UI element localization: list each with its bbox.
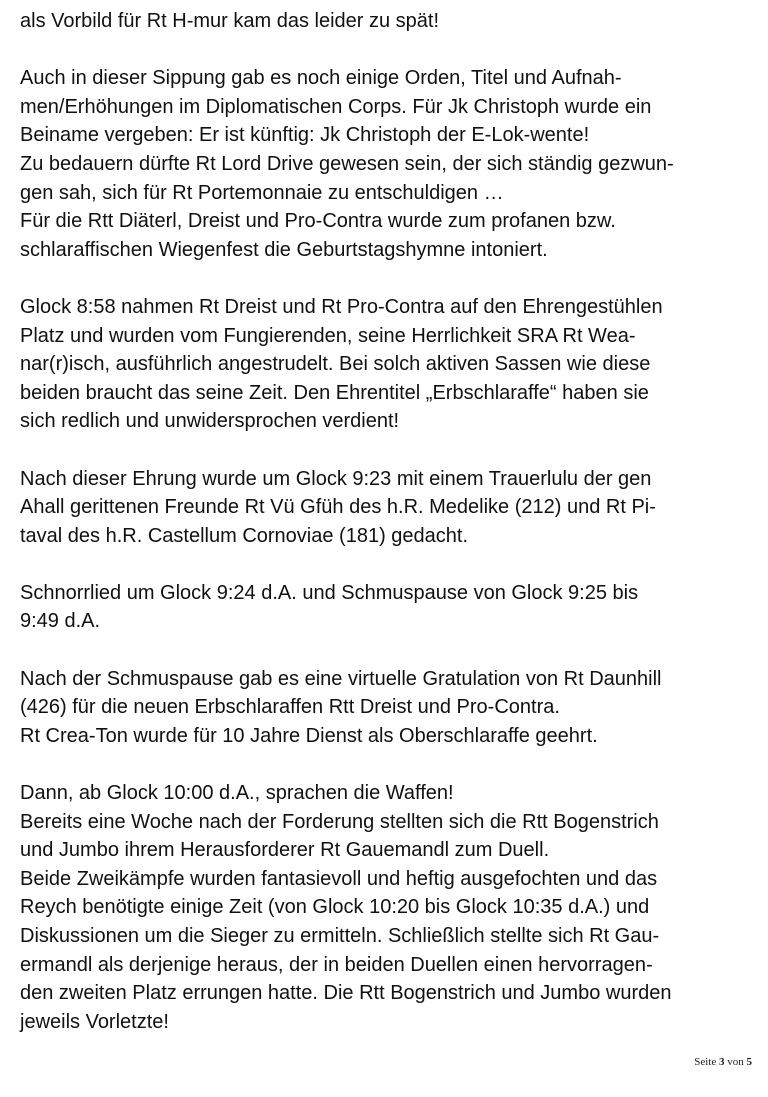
text-line: 9:49 d.A. — [20, 610, 101, 633]
paragraph — [20, 779, 755, 1036]
paragraph — [20, 64, 755, 264]
text-line: Zu bedauern dürfte Rt Lord Drive gewesen sein, der sich ständig gezwun- — [20, 152, 674, 175]
paragraph — [20, 579, 755, 636]
text-line: Bereits eine Woche nach der Forderung stellten sich die Rtt Bogenstrich — [20, 810, 659, 833]
text-line: Nach dieser Ehrung wurde um Glock 9:23 mit einem Trauerlulu der gen — [20, 467, 652, 490]
paragraph — [20, 293, 755, 436]
text-line: und Jumbo ihrem Herausforderer Rt Gauemandl zum Duell. — [20, 839, 550, 862]
paragraph — [20, 465, 755, 551]
text-line: gen sah, sich für Rt Portemonnaie zu entschuldigen … — [20, 181, 504, 204]
document-body — [20, 7, 755, 1065]
text-line: Beiname vergeben: Er ist künftig: Jk Christoph der E-Lok-wente! — [20, 124, 590, 147]
page-label: Seite — [694, 1056, 717, 1068]
text-line: als Vorbild für Rt H-mur kam das leider zu spät! — [20, 10, 440, 32]
paragraph — [20, 7, 755, 36]
text-line: taval des h.R. Castellum Cornoviae (181) gedacht. — [20, 524, 469, 547]
text-line: jeweils Vorletzte! — [20, 1010, 169, 1033]
text-line: men/Erhöhungen im Diplomatischen Corps. Für Jk Christoph wurde ein — [20, 95, 652, 118]
text-line: Nach der Schmuspause gab es eine virtuelle Gratulation von Rt Daunhill — [20, 667, 662, 690]
text-line: den zweiten Platz errungen hatte. Die Rtt Bogenstrich und Jumbo wurden — [20, 982, 672, 1005]
text-line: Für die Rtt Diäterl, Dreist und Pro-Contra wurde zum profanen bzw. — [20, 210, 616, 233]
text-line: Dann, ab Glock 10:00 d.A., sprachen die Waffen! — [20, 782, 454, 805]
text-line: Schnorrlied um Glock 9:24 d.A. und Schmuspause von Glock 9:25 bis — [20, 581, 639, 604]
text-line: Rt Crea-Ton wurde für 10 Jahre Dienst als Oberschlaraffe geehrt. — [20, 724, 598, 747]
total-page-count: 5 — [746, 1056, 752, 1068]
page-separator: von — [727, 1056, 744, 1068]
text-line: beiden braucht das seine Zeit. Den Ehrentitel „Erbschlaraffe“ haben sie — [20, 381, 649, 404]
text-line: Platz und wurden vom Fungierenden, seine Herrlichkeit SRA Rt Wea- — [20, 324, 636, 347]
paragraph — [20, 665, 755, 751]
text-line: sich redlich und unwidersprochen verdient! — [20, 410, 400, 433]
text-line: Ahall gerittenen Freunde Rt Vü Gfüh des h.R. Medelike (212) und Rt Pi- — [20, 496, 656, 519]
text-line: Glock 8:58 nahmen Rt Dreist und Rt Pro-Contra auf den Ehrengestühlen — [20, 295, 663, 318]
current-page-number: 3 — [719, 1056, 725, 1068]
text-line: ermandl als derjenige heraus, der in beiden Duellen einen hervorragen- — [20, 953, 653, 976]
text-line: (426) für die neuen Erbschlaraffen Rtt Dreist und Pro-Contra. — [20, 696, 560, 719]
text-line: Reych benötigte einige Zeit (von Glock 10:20 bis Glock 10:35 d.A.) und — [20, 896, 650, 919]
text-line: Diskussionen um die Sieger zu ermitteln. Schließlich stellte sich Rt Gau- — [20, 925, 660, 947]
text-line: Beide Zweikämpfe wurden fantasievoll und heftig ausgefochten und das — [20, 867, 658, 890]
text-line: Auch in dieser Sippung gab es noch einige Orden, Titel und Aufnah- — [20, 67, 622, 90]
text-line: schlaraffischen Wiegenfest die Geburtstagshymne intoniert. — [20, 238, 548, 261]
page-number-footer — [694, 1056, 752, 1068]
text-line: nar(r)isch, ausführlich angestrudelt. Bei solch aktiven Sassen wie diese — [20, 353, 651, 376]
